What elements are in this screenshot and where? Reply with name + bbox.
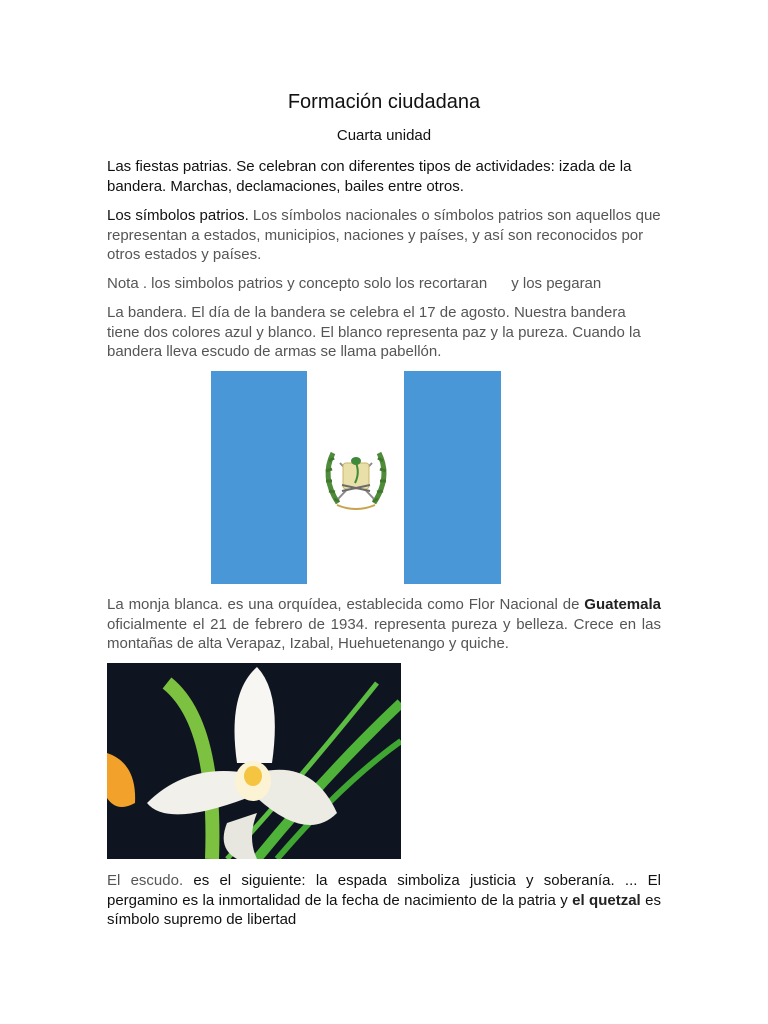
monja-text-a: La monja blanca. es una orquídea, establecida como Flor Nacional de xyxy=(107,596,585,613)
monja-bold-guatemala: Guatemala xyxy=(584,596,661,613)
monja-text-b: oficialmente el 21 de febrero de 1934. representa pureza y belleza. Crece en las montañas de alta Verapaz, Izabal, Huehuetenango y quiche. xyxy=(107,615,661,652)
simbolos-heading: Los símbolos patrios. xyxy=(107,207,249,224)
escudo-heading: El escudo. xyxy=(107,872,184,889)
nota-text-a: Nota . los simbolos patrios y concepto solo los recortaran xyxy=(107,275,488,292)
nota-text-b: y los pegaran xyxy=(511,275,602,292)
guatemala-flag-image xyxy=(211,371,501,584)
escudo-text-b: es símbolo supremo de libertad xyxy=(107,891,661,928)
paragraph-escudo xyxy=(107,871,661,930)
flag-right-blue-stripe xyxy=(404,371,501,584)
escudo-bold-quetzal: el quetzal xyxy=(572,891,641,909)
paragraph-simbolos xyxy=(107,206,661,265)
paragraph-bandera: La bandera. El día de la bandera se celebra el 17 de agosto. Nuestra bandera tiene dos colores azul y blanco. El blanco representa paz y la pureza. Cuando la bandera lleva escudo de armas se llama pabellón. xyxy=(107,304,641,360)
flag-left-blue-stripe xyxy=(211,371,307,584)
page-subtitle: Cuarta unidad xyxy=(336,127,432,144)
paragraph-fiestas: Las fiestas patrias. Se celebran con diferentes tipos de actividades: izada de la bandera. Marchas, declamaciones, bailes entre otros. xyxy=(107,158,632,195)
paragraph-nota xyxy=(107,274,661,294)
page-title: Formación ciudadana xyxy=(287,91,481,113)
paragraph-monja-blanca xyxy=(107,595,661,654)
escudo-text-a: es el siguiente: la espada simboliza justicia y soberanía. ... El pergamino es la inmortalidad de la fecha de nacimiento de la patria y xyxy=(107,872,661,909)
monja-blanca-orchid-image xyxy=(107,663,401,859)
simbolos-body: Los símbolos nacionales o símbolos patrios son aquellos que representan a estados, municipios, naciones y países, y así son reconocidos por otros estados y países. xyxy=(107,207,661,263)
